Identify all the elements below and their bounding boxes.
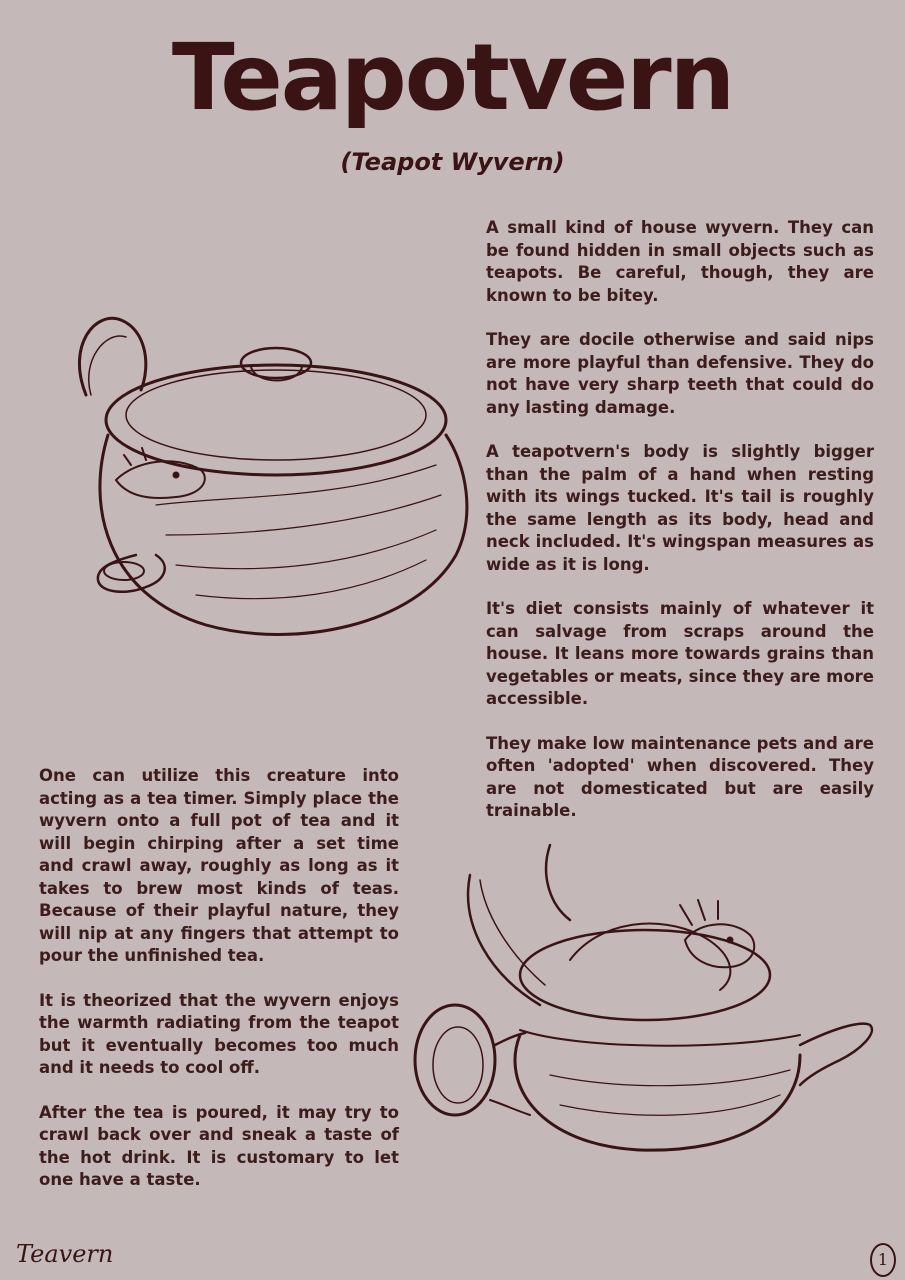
paragraph: A teapotvern's body is slightly bigger than the palm of a hand when resting with its wings tucked. It's tail is roughly the same length as its body, head and neck included. It's wingspan measures as wide as it is long. (486, 442, 874, 574)
page-subtitle: (Teapot Wyvern) (340, 148, 565, 176)
paragraph: After the tea is poured, it may try to crawl back over and sneak a taste of the hot drink. It is customary to let one have a taste. (39, 1102, 399, 1189)
description-column-right (486, 217, 874, 845)
paragraph: They make low maintenance pets and are often 'adopted' when discovered. They are not domesticated but are easily trainable. (486, 733, 874, 820)
paragraph: It is theorized that the wyvern enjoys the warmth radiating from the teapot but it eventually becomes too much and it needs to cool off. (39, 990, 399, 1077)
paragraph: One can utilize this creature into acting as a tea timer. Simply place the wyvern onto a full pot of tea and it will begin chirping after a set time and crawl away, roughly as long as it takes to brew most kinds of teas. Because of their playful nature, they will nip at any fingers that attempt to pour the unfinished tea. (39, 766, 399, 965)
description-column-left (39, 765, 399, 1214)
teapot-wyvern-sketch-1 (36, 305, 476, 655)
teapot-wyvern-sketch-2 (400, 835, 880, 1165)
page-title: Teapotvern (171, 24, 734, 131)
paragraph: They are docile otherwise and said nips are more playful than defensive. They do not have very sharp teeth that could do any lasting damage. (486, 330, 874, 417)
signature: Teavern (16, 1240, 114, 1268)
paragraph: It's diet consists mainly of whatever it can salvage from scraps around the house. It leans more towards grains than vegetables or meats, since they are more accessible. (486, 599, 874, 708)
page-number: 1 (870, 1243, 896, 1277)
paragraph: A small kind of house wyvern. They can be found hidden in small objects such as teapots. Be careful, though, they are known to be bitey. (486, 218, 874, 305)
